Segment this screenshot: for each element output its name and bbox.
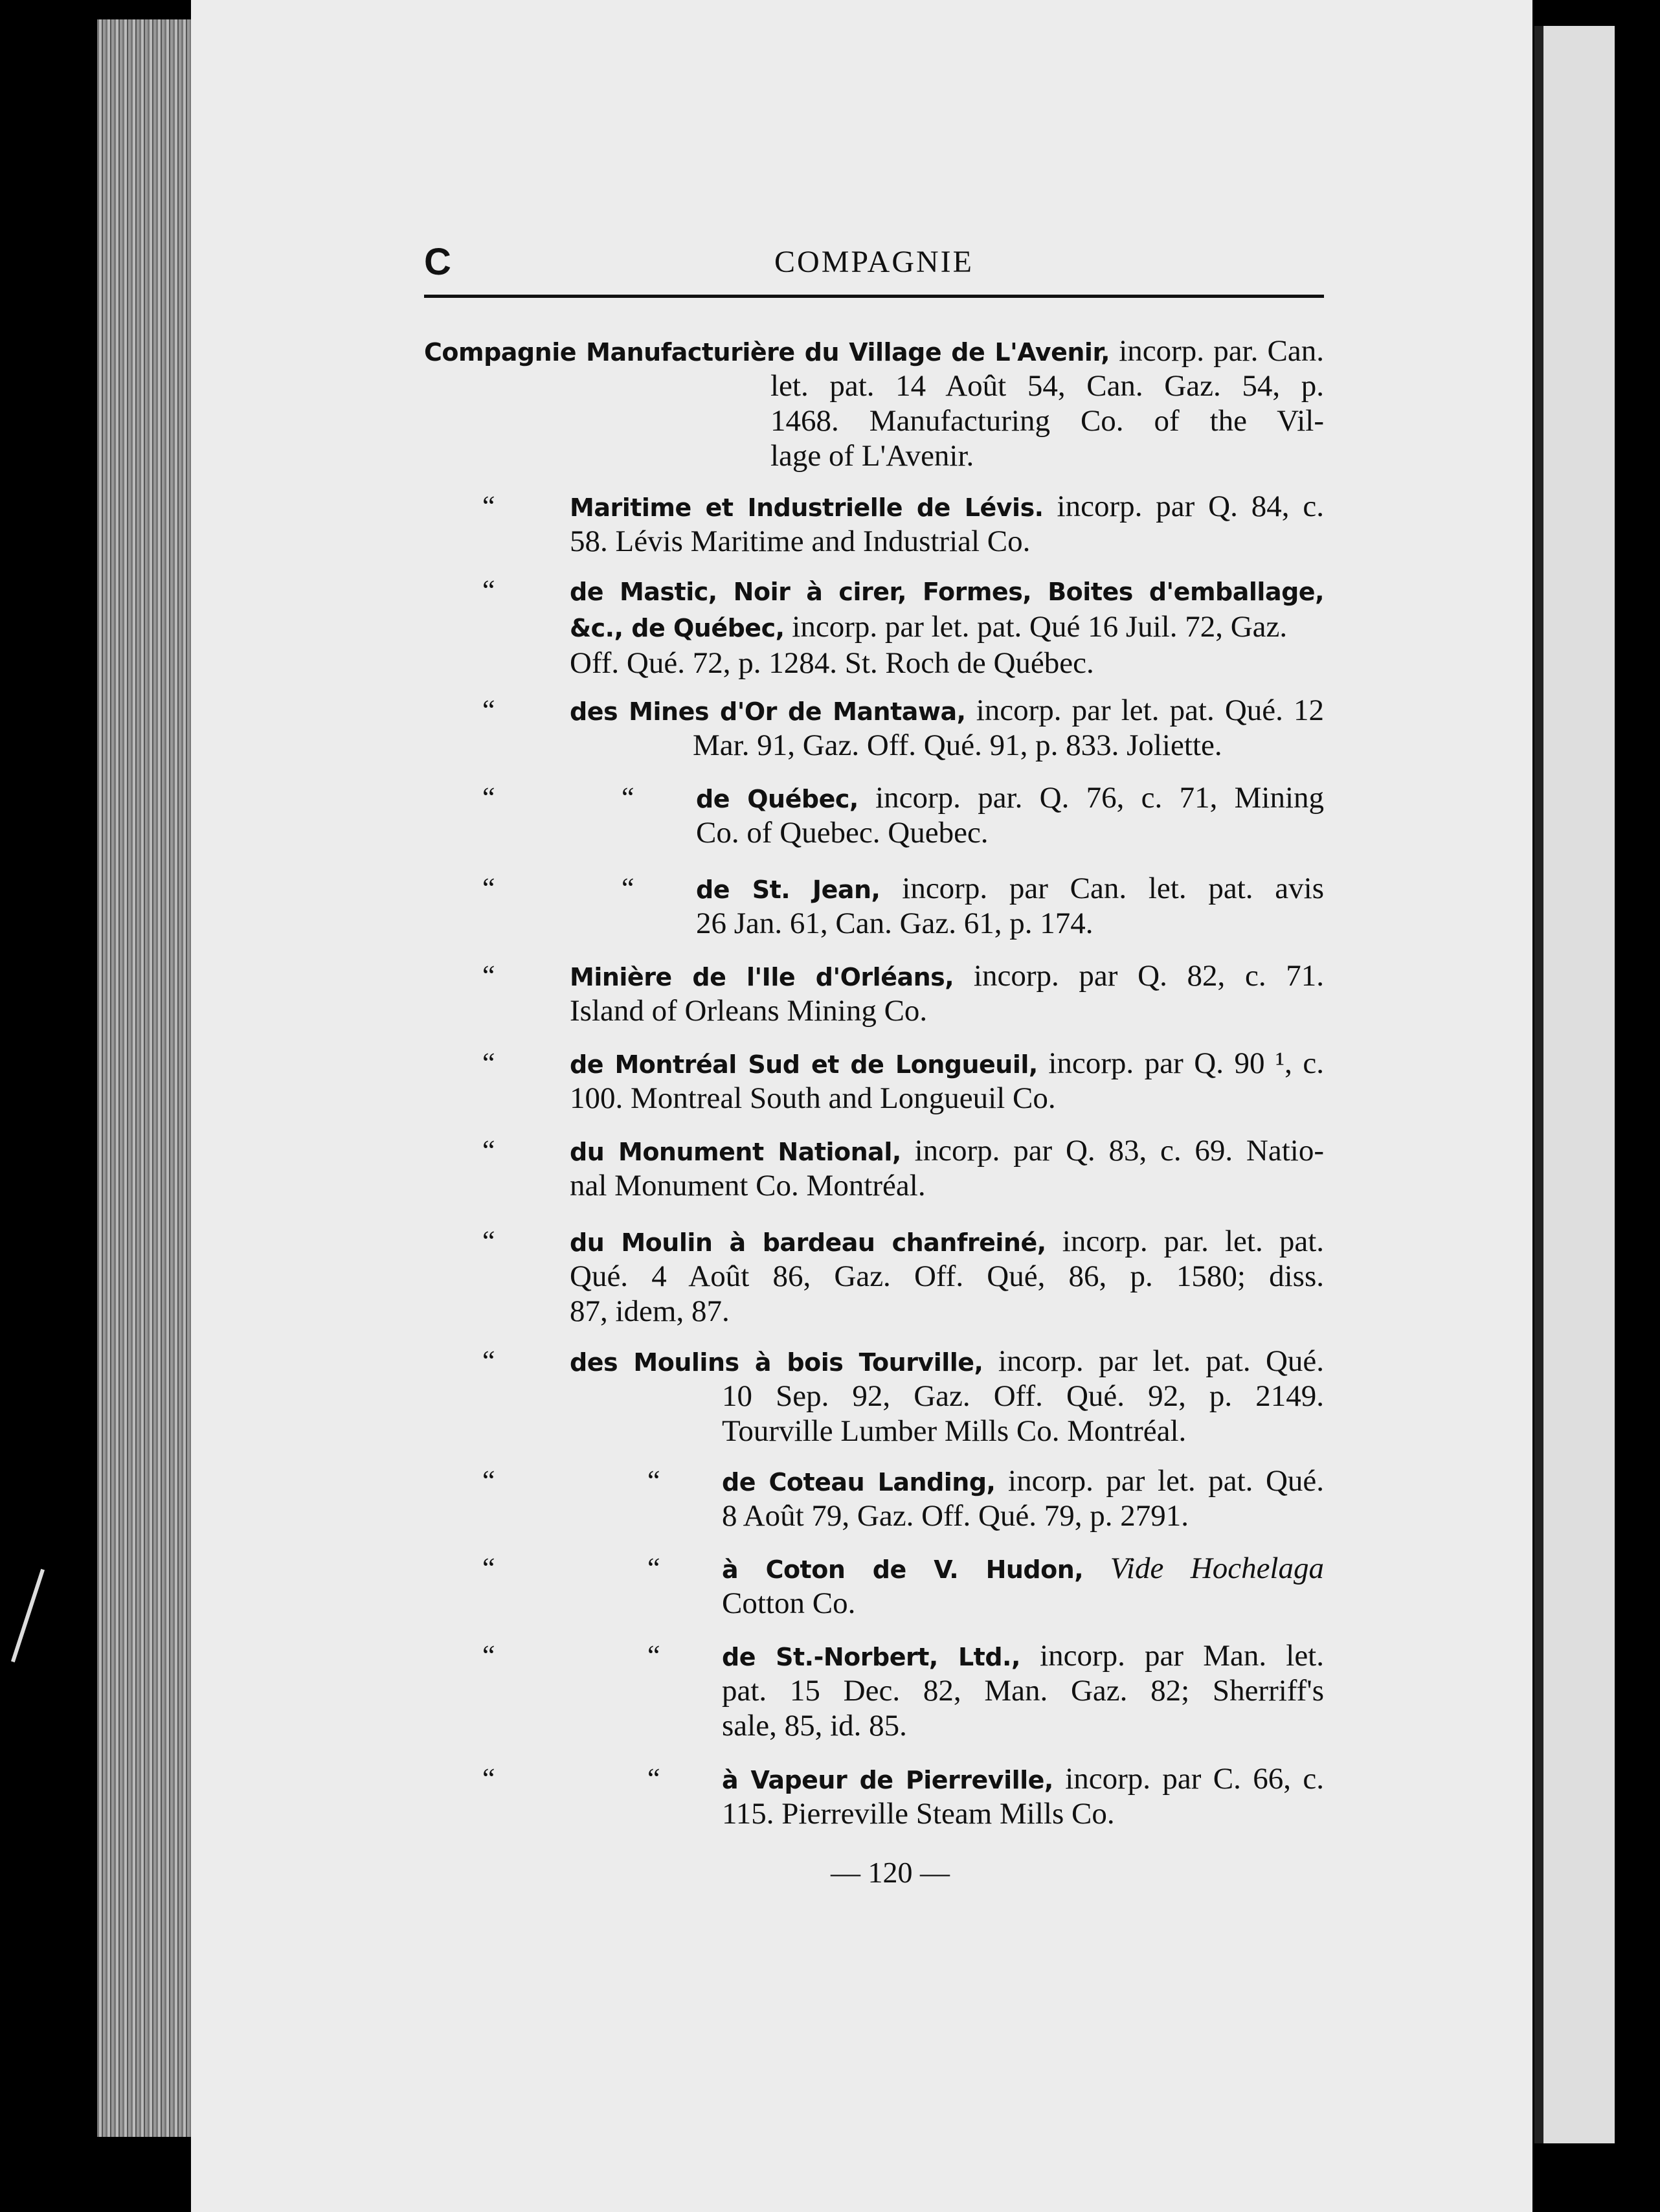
ditto-mark: “ [482,1640,495,1671]
entry-text: Cotton Co. [722,1586,856,1620]
entry-text: Mar. 91, Gaz. Off. Qué. 91, p. 833. Joliette. [693,728,1222,762]
ditto-mark: “ [482,694,495,726]
entry-first-line [696,780,1324,817]
entry-text: Island of Orleans Mining Co. [570,994,928,1028]
header-rule [424,295,1324,298]
ditto-mark: “ [622,782,634,813]
entry-text: incorp. par. let. pat. [1062,1224,1324,1258]
entry-first-line [570,958,1324,995]
entry-text: 10 Sep. 92, Gaz. Off. Qué. 92, p. 2149. [722,1379,1324,1413]
entry-text: incorp. par Q. 84, c. [1057,490,1324,523]
ditto-mark: “ [647,1763,660,1794]
company-name: de Montréal Sud et de Longueuil, [570,1050,1038,1079]
entry-text: Off. Qué. 72, p. 1284. St. Roch de Québec. [570,646,1094,680]
entry-text: incorp. par Q. 83, c. 69. Natio- [914,1134,1324,1168]
entry-first-line [570,1344,1324,1380]
company-name: de Coteau Landing, [722,1468,996,1496]
company-name: des Mines d'Or de Mantawa, [570,697,966,726]
ditto-mark: “ [482,782,495,813]
entry-first-line [570,1224,1324,1260]
entry-first-line [722,1638,1324,1675]
entry-text: incorp. par let. pat. Qué. [998,1344,1324,1378]
entry-text: Tourville Lumber Mills Co. Montréal. [722,1414,1187,1448]
ditto-mark: “ [647,1640,660,1671]
entry-first-line [722,1463,1324,1500]
ditto-mark: “ [482,1763,495,1794]
entry-text: pat. 15 Dec. 82, Man. Gaz. 82; Sherriff's [722,1674,1324,1708]
entry-text: Qué. 4 Août 86, Gaz. Off. Qué, 86, p. 1580; diss. [570,1259,1324,1293]
entry-text: incorp. par Q. 82, c. 71. [973,959,1324,993]
entry-text: Co. of Quebec. Quebec. [696,816,989,850]
entry-text: 8 Août 79, Gaz. Off. Qué. 79, p. 2791. [722,1499,1189,1533]
entry-text: incorp. par. Can. [1119,334,1324,368]
entry-text: 26 Jan. 61, Can. Gaz. 61, p. 174. [696,907,1094,940]
entry-first-line [570,693,1324,729]
company-name: du Monument National, [570,1138,901,1166]
page-number: — 120 — [831,1856,950,1889]
entry-first-line [696,871,1324,907]
entry-first-line [424,333,1324,370]
entry-first-line [570,573,1324,681]
company-name: des Moulins à bois Tourville, [570,1348,983,1377]
adjacent-page-edge [1534,26,1615,2143]
company-name: du Moulin à bardeau chanfreiné, [570,1228,1046,1257]
entry-text: Vide Hochelaga [1110,1552,1324,1585]
entry-text: lage of L'Avenir. [770,439,974,473]
company-name: Minière de l'Ile d'Orléans, [570,963,954,991]
entry-text: incorp. par Can. let. pat. avis [902,872,1324,905]
entry-text: 58. Lévis Maritime and Industrial Co. [570,525,1031,558]
company-name: Compagnie Manufacturière du Village de L'Avenir, [424,338,1110,367]
company-name: Maritime et Industrielle de Lévis. [570,493,1044,522]
entry-text: 100. Montreal South and Longueuil Co. [570,1081,1056,1115]
ditto-mark: “ [482,1345,495,1377]
company-name: à Vapeur de Pierreville, [722,1766,1053,1794]
ditto-mark: “ [482,960,495,991]
entry-text: 1468. Manufacturing Co. of the Vil- [770,404,1324,438]
company-name: de Mastic, Noir à cirer, Formes, Boites d'emballage, &c., de Québec, [570,578,1324,642]
ditto-mark: “ [482,574,495,606]
entry-text: incorp. par let. pat. Qué. [1008,1464,1324,1498]
page-edges [97,19,201,2137]
entry-text: let. pat. 14 Août 54, Can. Gaz. 54, p. [770,369,1324,403]
entry-first-line [722,1551,1324,1587]
ditto-mark: “ [482,490,495,522]
entry-text: incorp. par Q. 90 ¹, c. [1048,1046,1324,1080]
entry-first-line [570,489,1324,525]
company-name: de St. Jean, [696,875,880,904]
ditto-mark: “ [482,1134,495,1166]
company-name: de Québec, [696,785,858,813]
section-letter: C [424,241,451,283]
gutter-mark [11,1569,45,1663]
company-name: à Coton de V. Hudon, [722,1555,1084,1584]
ditto-mark: “ [482,1465,495,1496]
page-header [424,236,1324,288]
ditto-mark: “ [482,1225,495,1257]
entry-text: incorp. par C. 66, c. [1065,1762,1324,1796]
ditto-mark: “ [647,1552,660,1584]
ditto-mark: “ [482,872,495,904]
entry-text: 115. Pierreville Steam Mills Co. [722,1797,1115,1831]
company-name: de St.-Norbert, Ltd., [722,1643,1020,1671]
entry-text: incorp. par. Q. 76, c. 71, Mining [875,781,1324,815]
entry-text: 87, idem, 87. [570,1294,730,1328]
entry-text: incorp. par let. pat. Qué 16 Juil. 72, Gaz. [792,610,1288,644]
entry-text: incorp. par let. pat. Qué. 12 [976,694,1324,727]
ditto-mark: “ [647,1465,660,1496]
entry-text: sale, 85, id. 85. [722,1709,907,1743]
entry-first-line [722,1761,1324,1798]
ditto-mark: “ [622,872,634,904]
page-title: COMPAGNIE [774,245,974,279]
entry-text: nal Monument Co. Montréal. [570,1169,926,1202]
ditto-mark: “ [482,1552,495,1584]
entry-first-line [570,1133,1324,1169]
entry-text: incorp. par Man. let. [1040,1639,1324,1673]
entry-first-line [570,1046,1324,1082]
ditto-mark: “ [482,1047,495,1079]
